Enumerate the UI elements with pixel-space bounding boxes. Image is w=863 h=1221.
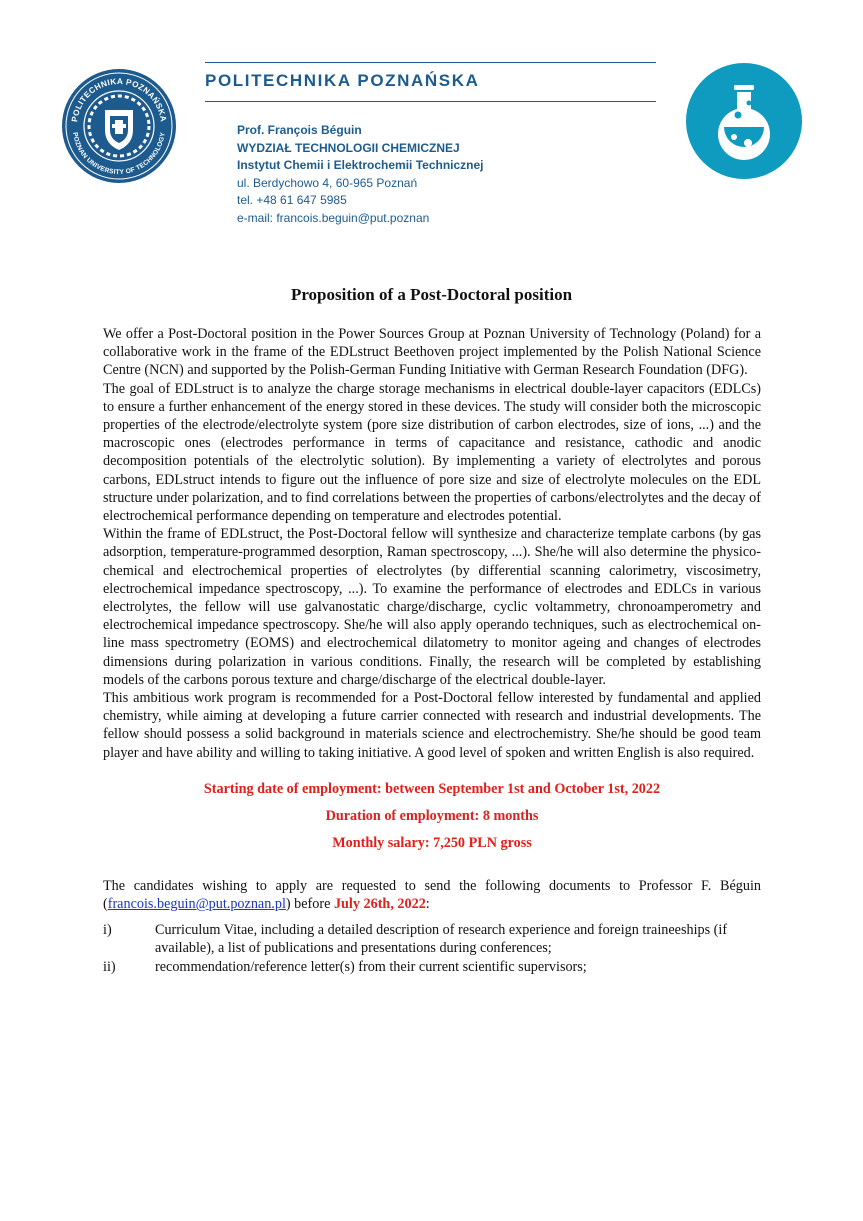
list-item-text: Curriculum Vitae, including a detailed description of research experience and foreign traineeships (if available), a list of publications and presentations during conferences; — [155, 922, 728, 957]
list-item-number: ii) — [103, 958, 116, 975]
contact-faculty: WYDZIAŁ TECHNOLOGII CHEMICZNEJ — [237, 140, 460, 155]
university-name: POLITECHNIKA POZNAŃSKA — [205, 71, 480, 90]
list-item-text: recommendation/reference letter(s) from their current scientific supervisors; — [155, 958, 587, 975]
apply-text-1: The candidates wishing to apply are requested to send the following documents to Professor F. Béguin ( — [103, 877, 761, 913]
header-bottom-rule — [205, 101, 656, 102]
apply-deadline: July 26th, 2022 — [333, 896, 426, 913]
apply-paragraph — [103, 877, 761, 913]
duration: Duration of employment: 8 months — [325, 807, 539, 824]
university-seal-logo — [61, 68, 177, 184]
list-item-number: i) — [103, 922, 112, 939]
contact-email: e-mail: francois.beguin@put.poznan — [237, 210, 430, 225]
contact-block — [237, 122, 484, 227]
logo-ring-text-top: POLITECHNIKA POZNAŃSKA — [70, 76, 168, 123]
page-title: Proposition of a Post-Doctoral position — [290, 285, 573, 304]
start-date: Starting date of employment: between September 1st and October 1st, 2022 — [203, 780, 661, 797]
apply-email-link[interactable]: francois.beguin@put.poznan.pl — [107, 896, 286, 913]
contact-phone: tel. +48 61 647 5985 — [237, 193, 347, 207]
contact-institute: Instytut Chemii i Elektrochemii Technicznej — [237, 158, 484, 172]
paragraph-requirements: This ambitious work program is recommended for a Post-Doctoral fellow interested by fundamental and applied chemistry, while aiming at developing a future carrier connected with research and industrial developments. The fellow should possess a solid background in materials science and electrochemistry. She/he should be good team player and have ability and willing to taking initiative. A good level of spoken and written English is also required. — [103, 690, 761, 761]
list-item — [103, 958, 761, 976]
paragraph-intro: We offer a Post-Doctoral position in the Power Sources Group at Poznan University of Technology (Poland) for a collaborative work in the frame of the EDLstruct Beethoven project implemented by the Polish National Science Centre (NCN) and supported by the Polish-German Funding Initiative with German Research Foundation (DFG). — [103, 326, 761, 379]
paragraph-goal: The goal of EDLstruct is to analyze the charge storage mechanisms in electrical double-layer capacitors (EDLCs) to ensure a further enhancement of the energy stored in these devices. The study will consider both the microscopic properties of the electrode/electrolyte system (pore size distribution of carbon electrodes, size of ions, ...) and the macroscopic ones (electrodes performance in terms of capacitance and resistance, cathodic and anodic decomposition potentials of the electrolytic solution). By implementing a variety of electrolytes and porous carbons, EDLstruct intends to figure out the influence of pore size and size of electrolyte molecules on the EDL structure under polarization, and to find correlations between the properties of carbons/electrolytes and the decay of electrochemical performance depending on temperature and electrodes potential. — [103, 380, 761, 525]
apply-text-3: : — [425, 896, 430, 913]
apply-text-2: ) before — [285, 896, 334, 913]
flask-icon — [686, 63, 802, 179]
header-top-rule — [205, 62, 656, 63]
contact-address: ul. Berdychowo 4, 60-965 Poznań — [237, 175, 418, 190]
list-item — [103, 921, 761, 957]
salary: Monthly salary: 7,250 PLN gross — [332, 834, 532, 851]
document-body — [103, 325, 761, 976]
contact-name: Prof. François Béguin — [237, 123, 362, 137]
logo-ring-text-bottom: POZNAN UNIVERSITY OF TECHNOLOGY — [71, 131, 167, 177]
paragraph-tasks: Within the frame of EDLstruct, the Post-Doctoral fellow will synthesize and characterize template carbons (by gas adsorption, temperature-programmed desorption, Raman spectroscopy, ...). She/he will also determine the physico-chemical and electrochemical properties of electrolytes (by differential scanning calorimetry, viscosimetry, electrochemical impedance spectroscopy, ...). To examine the performance of electrodes and EDLCs in various electrolytes, the fellow will use galvanostatic charge/discharge, cyclic voltammetry, chronoamperometry and electrochemical impedance spectroscopy. She/he will also apply operando techniques, such as electrochemical on-line mass spectrometry (EOMS) and electrochemical dilatometry to monitor ageing and changes of electrodes dimensions during polarization in various conditions. Finally, the research will be completed by establishing models of the carbons porous texture and charge/discharge of the electrical double-layer. — [103, 526, 761, 688]
